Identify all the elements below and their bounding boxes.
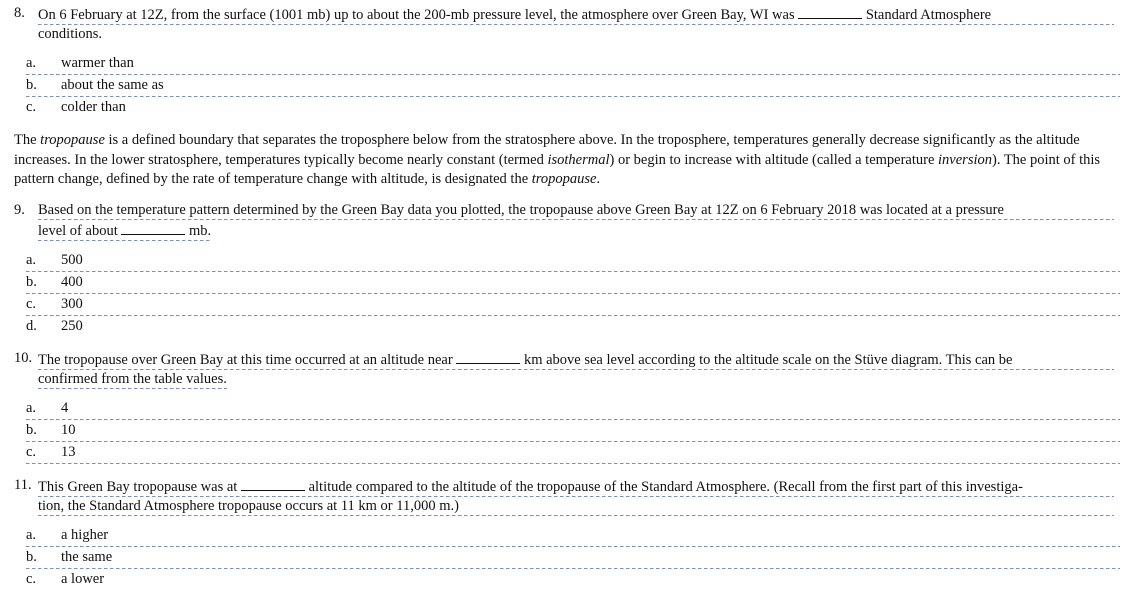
question-10-stem <box>14 349 1114 389</box>
option-c[interactable]: c. 300 <box>26 294 1120 316</box>
answer-blank[interactable] <box>121 220 185 235</box>
question-10-options <box>26 398 1120 464</box>
question-8-line-2: conditions. <box>38 26 103 42</box>
question-number: 10. <box>14 350 33 366</box>
option-b[interactable]: b. about the same as <box>26 75 1120 97</box>
question-9 <box>14 201 1114 241</box>
question-10-line-1: The tropopause over Green Bay at this time occurred at an altitude near km above sea level according to the altitude scale on the Stüve diagram. This can be <box>38 349 1114 370</box>
question-11-options <box>26 525 1120 591</box>
option-a[interactable]: a. 4 <box>26 398 1120 420</box>
option-a[interactable]: a. warmer than <box>26 53 1120 75</box>
option-b[interactable]: b. 10 <box>26 420 1120 442</box>
question-10 <box>14 349 1114 389</box>
question-9-options <box>26 250 1120 338</box>
question-9-line-2: level of about mb. <box>38 220 211 241</box>
question-11 <box>14 476 1114 516</box>
question-8-options <box>26 53 1120 119</box>
option-b[interactable]: b. the same <box>26 547 1120 569</box>
question-number: 9. <box>14 202 25 218</box>
answer-blank[interactable] <box>456 349 520 364</box>
question-11-stem <box>14 476 1114 516</box>
option-c[interactable]: c. colder than <box>26 99 126 115</box>
answer-blank[interactable] <box>798 4 862 19</box>
question-11-line-1: This Green Bay tropopause was at altitude compared to the altitude of the tropopause of the Standard Atmosphere. (Recall from the first part of this investiga- <box>38 476 1114 497</box>
question-number: 8. <box>14 5 25 21</box>
question-8-line-1: On 6 February at 12Z, from the surface (1001 mb) up to about the 200-mb pressure level, the atmosphere over Green Bay, WI was Standard Atmosphere <box>38 4 1114 25</box>
option-c[interactable]: c. a lower <box>26 571 105 587</box>
option-d[interactable]: d. 250 <box>26 318 83 334</box>
question-9-line-1: Based on the temperature pattern determined by the Green Bay data you plotted, the tropopause above Green Bay at 12Z on 6 February 2018 was located at a pressure <box>38 201 1114 220</box>
tropopause-paragraph: The tropopause is a defined boundary that separates the troposphere below from the stratosphere above. In the troposphere, temperatures generally decrease significantly as the altitude increases. In the lower stratosphere, temperatures typically become nearly constant (termed isothermal) or begin to increase with altitude (called a temperature inversion). The point of this pattern change, defined by the rate of temperature change with altitude, is designated the tropopause. <box>14 132 1101 187</box>
option-b[interactable]: b. 400 <box>26 272 1120 294</box>
question-8 <box>14 4 1114 44</box>
answer-blank[interactable] <box>241 476 305 491</box>
option-a[interactable]: a. a higher <box>26 525 1120 547</box>
question-number: 11. <box>14 477 32 493</box>
question-8-stem <box>14 4 1114 44</box>
option-c[interactable]: c. 13 <box>26 442 1120 464</box>
question-11-line-2: tion, the Standard Atmosphere tropopause occurs at 11 km or 11,000 m.) <box>38 497 1114 516</box>
option-a[interactable]: a. 500 <box>26 250 1120 272</box>
question-10-line-2: confirmed from the table values. <box>38 371 227 387</box>
question-9-stem <box>14 201 1114 241</box>
